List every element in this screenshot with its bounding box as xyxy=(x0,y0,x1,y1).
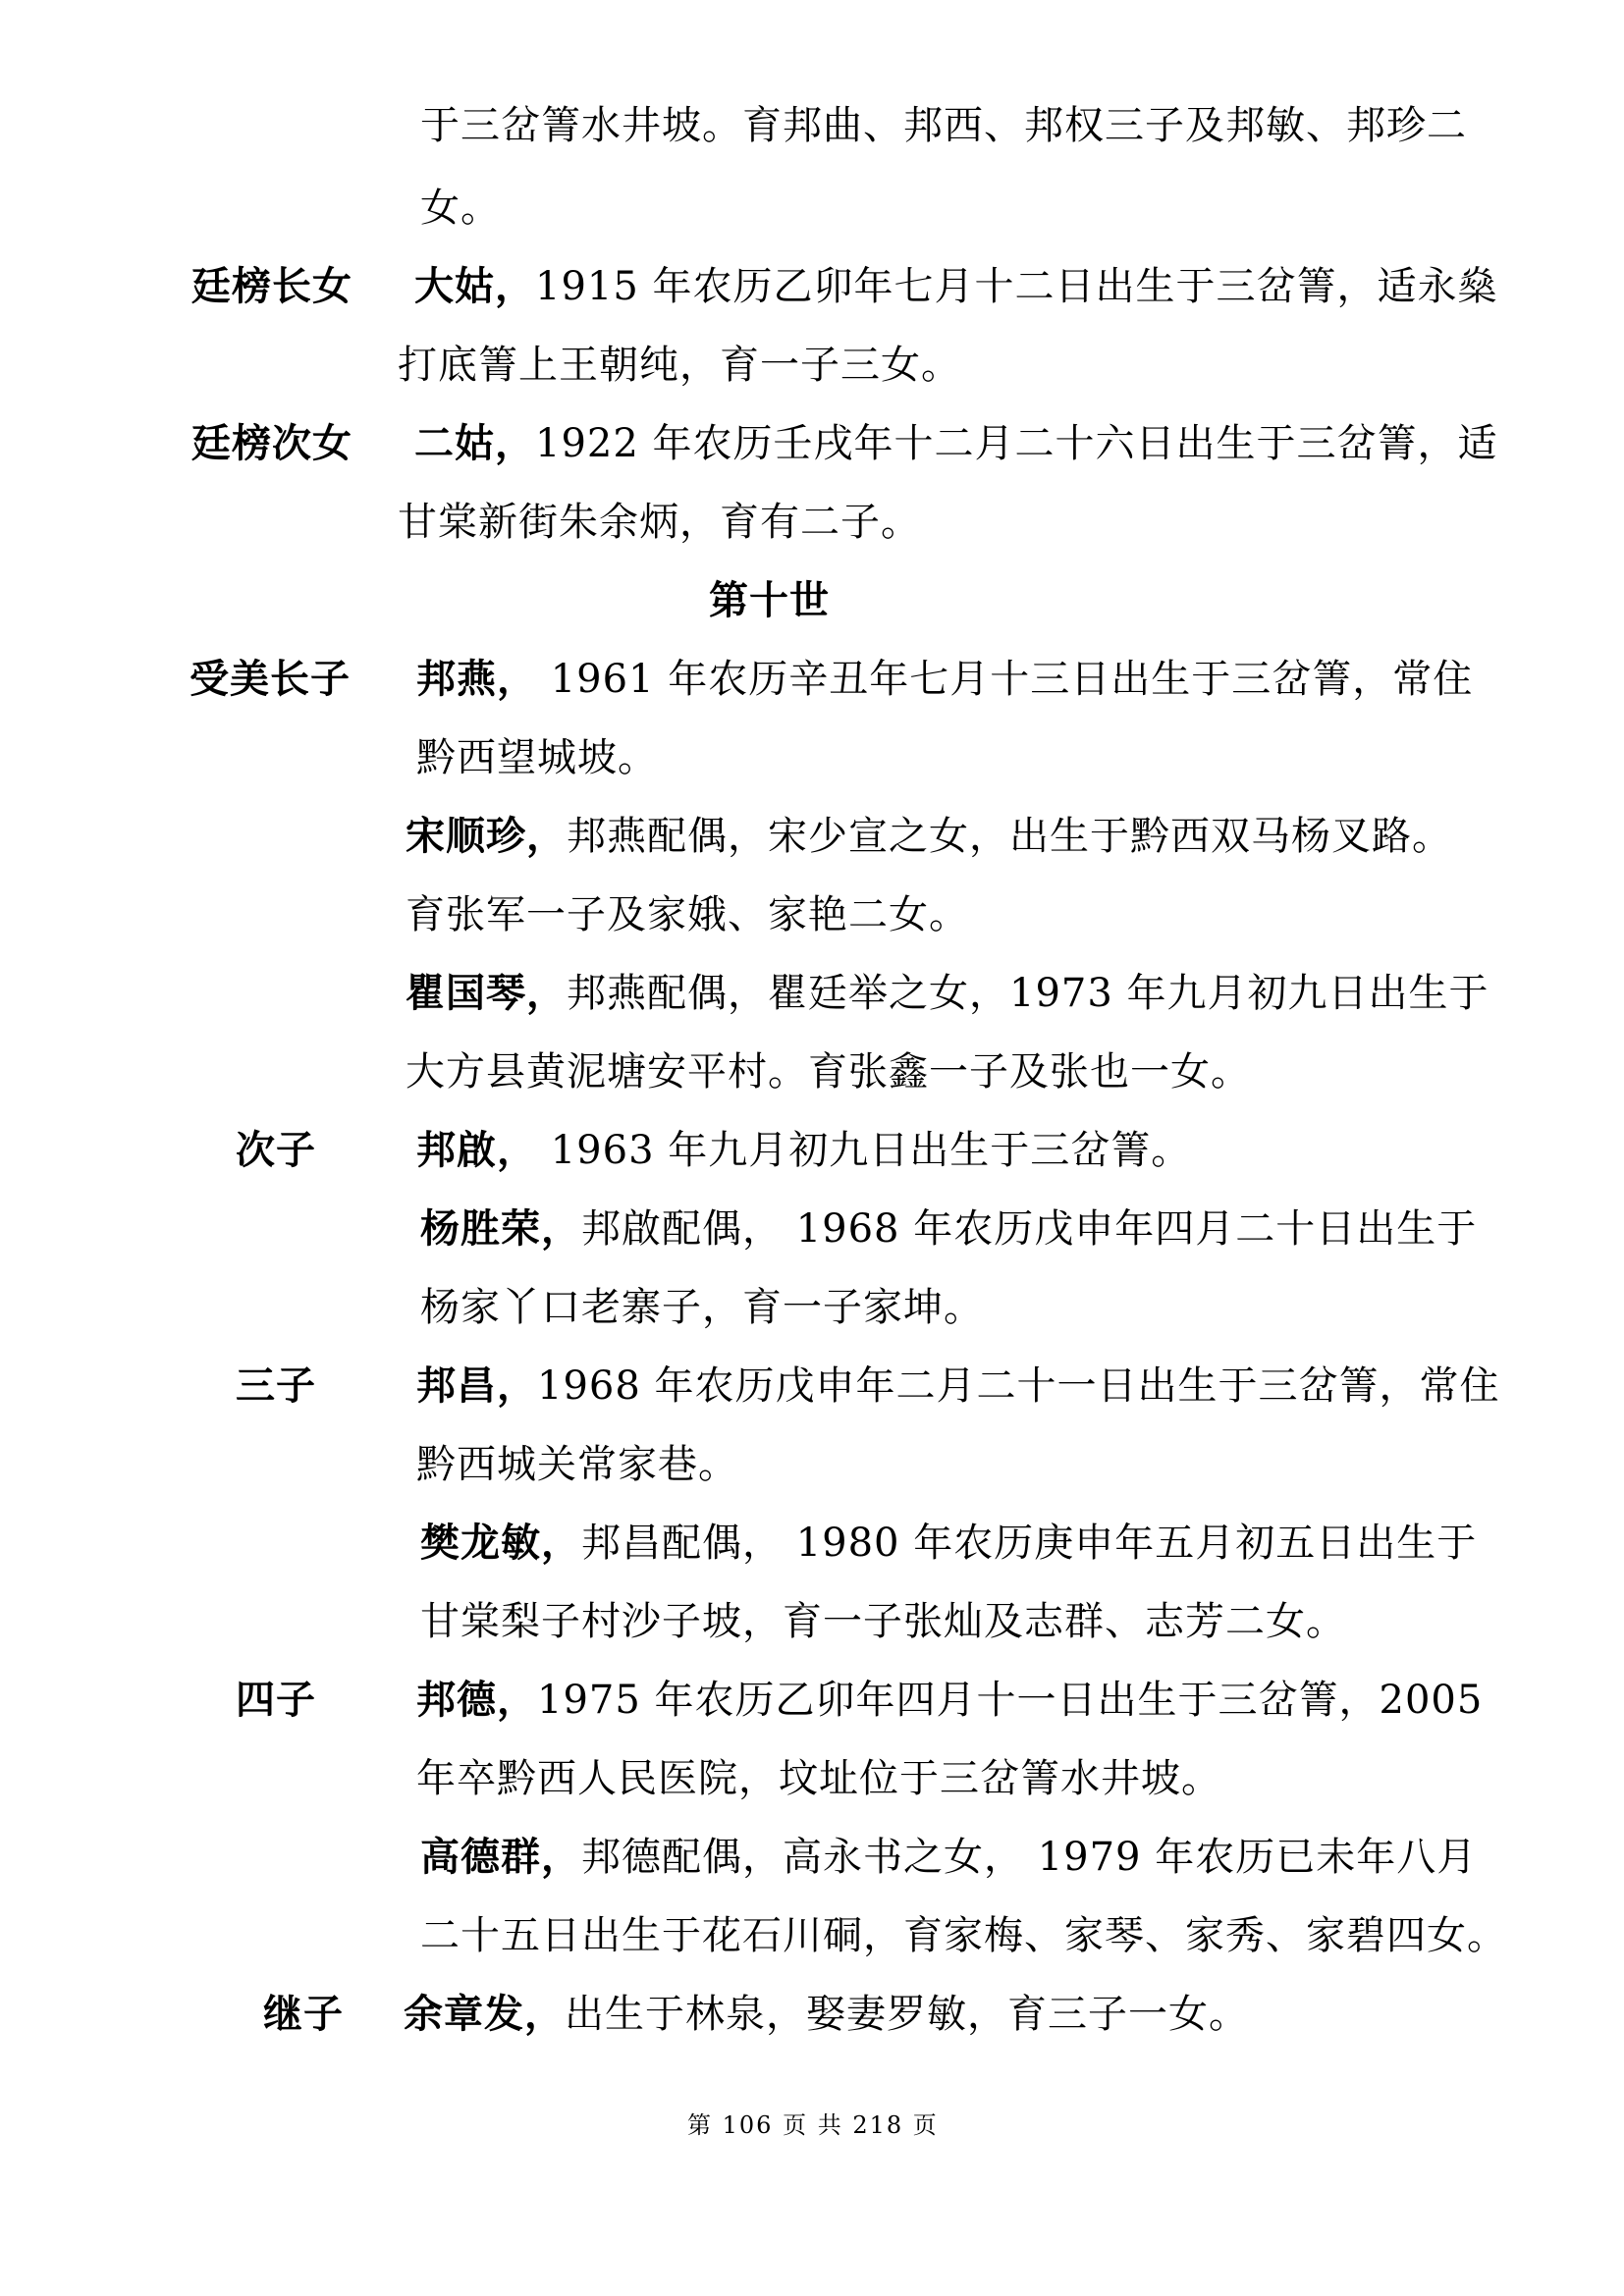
entry-text: 邦燕配偶，宋少宣之女，出生于黔西双马杨叉路。 xyxy=(567,814,1452,859)
entry-text: 1975 年农历乙卯年四月十一日出生于三岔箐，2005 xyxy=(537,1678,1484,1723)
text-line: 大方县黄泥塘安平村。育张鑫一子及张也一女。 xyxy=(406,1049,1251,1095)
person-name: 大姑， xyxy=(414,263,535,309)
entry-text: 1963 年九月初九日出生于三岔箐。 xyxy=(537,1128,1192,1173)
entry-label: 次子 xyxy=(236,1127,316,1173)
text-line: 黔西城关常家巷。 xyxy=(416,1442,738,1487)
entry-label: 三子 xyxy=(236,1362,316,1409)
spouse-name: 宋顺珍， xyxy=(406,813,567,859)
spouse-name: 高德群， xyxy=(420,1834,581,1880)
entry-text: 邦昌配偶， 1980 年农历庚申年五月初五日出生于 xyxy=(581,1521,1478,1566)
entry-text: 1915 年农历乙卯年七月十二日出生于三岔箐，适永燊 xyxy=(535,264,1498,309)
person-name: 邦啟， xyxy=(416,1127,537,1173)
text-line: 杨家丫口老寨子，育一子家坤。 xyxy=(420,1285,984,1330)
spouse-name: 瞿国琴， xyxy=(406,970,567,1016)
text-line xyxy=(404,1989,1249,2040)
spouse-name: 杨胜荣， xyxy=(420,1205,581,1252)
entry-text: 1961 年农历辛丑年七月十三日出生于三岔箐，常住 xyxy=(537,657,1474,702)
text-line xyxy=(420,1518,1477,1569)
text-line: 女。 xyxy=(420,186,501,231)
entry-text: 1922 年农历壬戌年十二月二十六日出生于三岔箐，适 xyxy=(535,421,1498,466)
text-line xyxy=(406,811,1452,862)
text-line xyxy=(416,654,1473,705)
text-line: 育张军一子及家娥、家艳二女。 xyxy=(406,892,969,937)
entry-label: 廷榜长女 xyxy=(191,263,352,309)
entry-text: 出生于林泉，娶妻罗敏，育三子一女。 xyxy=(565,1992,1249,2037)
entry-text: 邦啟配偶， 1968 年农历戊申年四月二十日出生于 xyxy=(581,1206,1478,1252)
entry-label: 继子 xyxy=(263,1991,344,2037)
text-line xyxy=(406,968,1489,1019)
entry-label: 廷榜次女 xyxy=(191,420,352,466)
text-line: 年卒黔西人民医院，坟址位于三岔箐水井坡。 xyxy=(416,1756,1221,1801)
person-name: 余章发， xyxy=(404,1991,565,2037)
text-line xyxy=(414,261,1498,312)
text-line: 甘棠新街朱余炳，育有二子。 xyxy=(398,500,921,545)
text-line xyxy=(420,1832,1477,1883)
text-line xyxy=(416,1125,1191,1176)
entry-text: 1968 年农历戊申年二月二十一日出生于三岔箐，常住 xyxy=(537,1363,1500,1409)
person-name: 二姑， xyxy=(414,420,535,466)
person-name: 邦燕， xyxy=(416,656,537,702)
entry-label: 四子 xyxy=(236,1677,316,1723)
text-line: 黔西望城坡。 xyxy=(416,735,658,780)
entry-text: 邦燕配偶，瞿廷举之女，1973 年九月初九日出生于 xyxy=(567,971,1489,1016)
entry-text: 邦德配偶，高永书之女， 1979 年农历已未年八月 xyxy=(581,1835,1478,1880)
entry-label: 受美长子 xyxy=(189,656,351,702)
text-line xyxy=(416,1675,1483,1726)
text-line: 打底箐上王朝纯，育一子三女。 xyxy=(398,343,961,388)
spouse-name: 樊龙敏， xyxy=(420,1520,581,1566)
text-line xyxy=(420,1203,1477,1255)
section-title: 第十世 xyxy=(709,577,830,623)
person-name: 邦德， xyxy=(416,1677,537,1723)
text-line xyxy=(414,418,1498,469)
person-name: 邦昌， xyxy=(416,1362,537,1409)
text-line xyxy=(416,1361,1500,1412)
page-footer: 第 106 页 共 218 页 xyxy=(687,2111,939,2139)
text-line: 于三岔箐水井坡。育邦曲、邦西、邦权三子及邦敏、邦珍二 xyxy=(420,103,1467,148)
text-line: 甘棠梨子村沙子坡，育一子张灿及志群、志芳二女。 xyxy=(420,1599,1346,1644)
text-line: 二十五日出生于花石川硐，育家梅、家琴、家秀、家碧四女。 xyxy=(420,1913,1507,1958)
